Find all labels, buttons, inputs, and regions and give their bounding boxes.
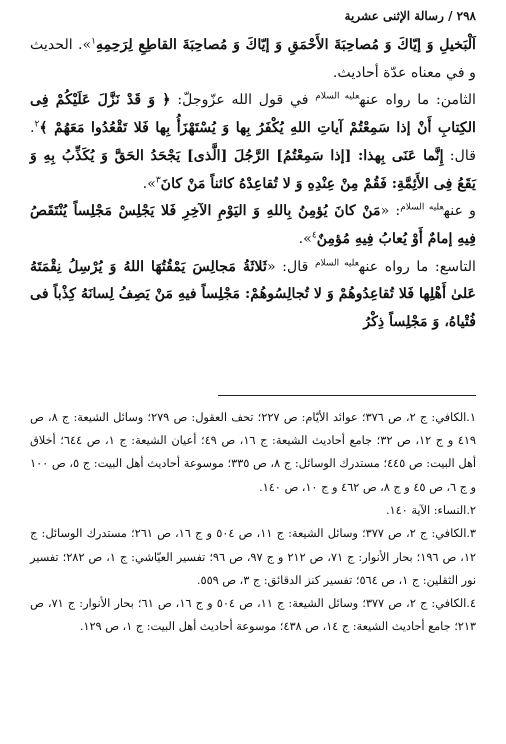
paragraph-text: : «	[380, 203, 401, 220]
paragraph-2	[30, 87, 476, 198]
page-number: ٢٩٨	[456, 9, 476, 23]
hadith-quote: ثَلاثَةُ مَجالِسَ يَمْقُتُهَا اللهُ وَ يُرْسِلُ نِقْمَتَهُ عَلىٰ أَهْلِها فَلا تُقاعِدُوهُمْ وَ لا تُجالِسُوهُمْ: مَجْلِساً فيهِ مَنْ يَصِفُ لِسانَهُ كِذْباً فى فُتْياهُ، وَ مَجْلِساً ذِكْرُ	[30, 258, 476, 331]
paragraph-text: ».	[298, 230, 312, 247]
paragraph-text: ».	[142, 175, 156, 192]
paragraph-text: التاسع: ما رواه عنه	[358, 258, 476, 275]
footnote-ref-3: ٣	[155, 174, 161, 185]
footnote-2: ٢.النساء: الآية ١٤٠.	[385, 503, 476, 517]
honorific: عليه السلام	[314, 257, 359, 268]
paragraph-text: ». الحديث و في معناه عدّة أحاديث.	[30, 37, 476, 81]
hadith-quote: اَلْبَخيلِ وَ إيّاكَ وَ مُصاحِبَةَ الأَحْمَقِ وَ إيّاكَ وَ مُصاحِبَةَ القاطِعِ لِرَحِمِهِ	[96, 37, 476, 53]
hadith-quote: إِنَّما عَنَى بِهذا: [إذا سَمِعْتُمُ] الرَّجُلَ [الَّذى] يَجْحَدُ الحَقَّ وَ يُكَذِّبُ بِهِ وَ يَقَعُ فِى الأَئِمَّةِ: فَقُمْ مِنْ عِنْدِهِ وَ لا تُقاعِدْهُ كائناً مَنْ كانَ	[30, 147, 476, 192]
paragraph-1	[30, 32, 476, 87]
footnote-ref-4: ٤	[311, 230, 317, 241]
footnote-4: ٤.الكافي: ج ٢، ص ٣٧٧؛ وسائل الشيعة: ج ١١، ص ٥٠٤ و ج ١٦، ص ٦١؛ بحار الأنوار: ج ٧١، ص ٢١٣؛ جامع أحاديث الشيعة: ج ١٤، ص ٤٣٨؛ موسوعة أحاديث أهل البيت: ج ١، ص ١٢٩.	[30, 597, 476, 634]
paragraph-text: قال: «	[266, 258, 315, 275]
header-separator: /	[443, 9, 457, 23]
main-text	[30, 32, 476, 337]
footnote-ref-2: ٢	[34, 119, 40, 130]
footnote-3: ٣.الكافي: ج ٢، ص ٣٧٧؛ وسائل الشيعة: ج ١١، ص ٥٠٤ و ج ١٦، ص ٢٦١؛ مستدرك الوسائل: ج ١٢، ص ١٩٦؛ بحار الأنوار: ج ٧١، ص ٢١٢ و ج ٩٧، ص ٩٦؛ تفسير العيّاشي: ج ١، ص ٢٨٢؛ تفسير نور الثقلين: ج ١، ص ٥٦٤؛ تفسير كنز الدقائق: ج ٣، ص ٥٥٩.	[30, 527, 476, 587]
paragraph-text: . قال:	[30, 120, 477, 164]
page-header	[30, 8, 476, 24]
running-title: رسالة الإثنى عشرية	[344, 9, 444, 23]
quran-verse: ﴿ وَ قَدْ نَزَّلَ عَلَيْكُمْ فِى الكِتابِ أَنْ إذا سَمِعْتُمْ آياتِ اللهِ يُكْفَرُ بِها وَ يُسْتَهْزَأُ بِها فَلا تَقْعُدُوا مَعَهُمْ ﴾	[30, 92, 476, 137]
paragraph-text: في قول الله عزّوجلّ:	[170, 92, 316, 109]
honorific: عليه السلام	[400, 202, 444, 213]
hadith-quote: مَنْ كانَ يُؤمِنُ بِاللهِ وَ اليَوْمِ الآخِرِ فَلا يَجْلِسْ مَجْلِساً يُنْتَقَصُ فِيهِ إمامٌ أَوْ يُعابُ فِيهِ مُؤمِنٌ	[30, 203, 476, 247]
footnotes	[30, 406, 476, 639]
paragraph-3	[30, 198, 476, 253]
paragraph-text: و عنه	[443, 203, 476, 220]
footnote-divider	[218, 395, 476, 396]
honorific: عليه السلام	[315, 91, 360, 102]
paragraph-text: الثامن: ما رواه عنه	[359, 92, 476, 109]
footnote-ref-1: ١	[91, 36, 96, 47]
paragraph-4	[30, 254, 476, 337]
footnote-1: ١.الكافي: ج ٢، ص ٣٧٦؛ عوائد الأيّام: ص ٢٢٧؛ تحف العقول: ص ٢٧٩؛ وسائل الشيعة: ج ٨، ص ٤١٩ و ج ١٢، ص ٣٢؛ جامع أحاديث الشيعة: ج ١٦، ص ٤٩؛ أعيان الشيعة: ج ١، ص ٦٤٤؛ أخلاق أهل البيت: ص ٤٤٥؛ مستدرك الوسائل: ج ٨، ص ٣٣٥؛ موسوعة أحاديث أهل البيت: ج ٥، ص ١٠٠ و ج ٦، ص ٤٥ و ج ٨، ص ٤٦٢ و ج ١٠، ص ١٤٠.	[30, 410, 476, 494]
